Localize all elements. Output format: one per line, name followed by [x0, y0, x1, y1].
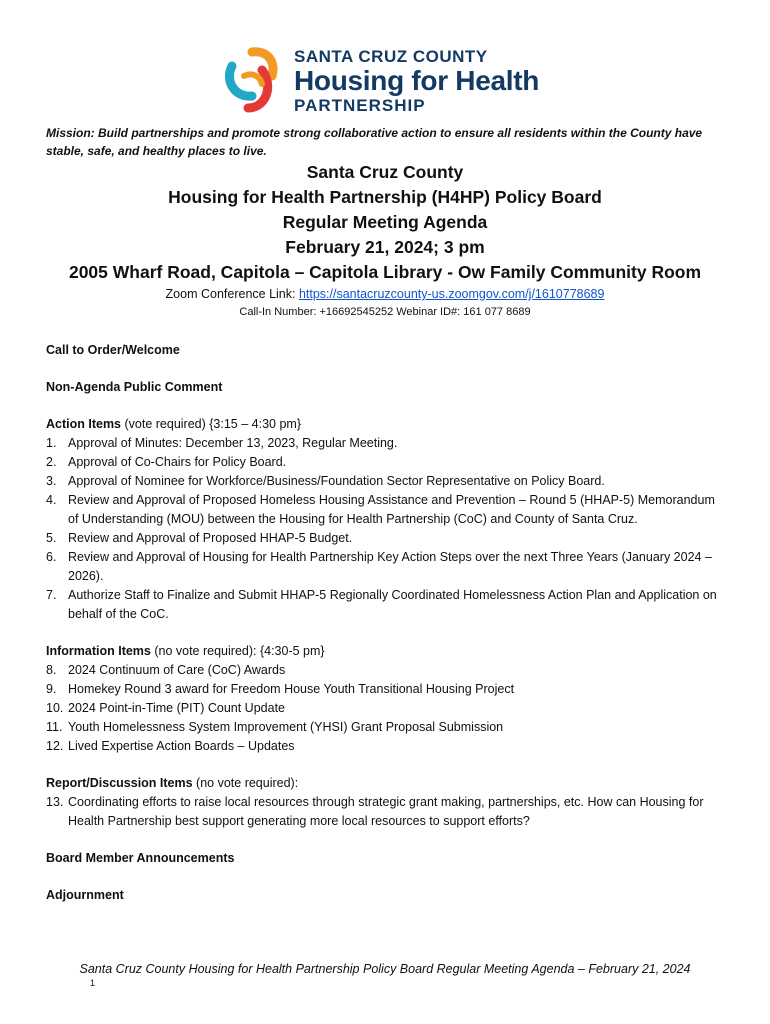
zoom-label: Zoom Conference Link:	[165, 287, 299, 301]
h4hp-logo-mark-icon	[222, 46, 286, 114]
list-item: 12. Lived Expertise Action Boards – Updates	[46, 739, 295, 753]
report-items-note: (no vote required):	[192, 776, 299, 790]
list-item: 7. Authorize Staff to Finalize and Submit HHAP-5 Regionally Coordinated Homelessness Action Plan and Application on behalf of the CoC.	[46, 588, 717, 621]
call-in-info: Call-In Number: +16692545252 Webinar ID#: 161 077 8689	[239, 306, 531, 318]
list-item: 10. 2024 Point-in-Time (PIT) Count Update	[46, 701, 285, 715]
adjournment-heading: Adjournment	[46, 888, 124, 902]
list-item: 11. Youth Homelessness System Improvement (YHSI) Grant Proposal Submission	[46, 720, 504, 734]
call-to-order-heading: Call to Order/Welcome	[46, 343, 180, 357]
information-items-label: Information Items	[46, 644, 151, 658]
action-items-note: (vote required) {3:15 – 4:30 pm}	[121, 417, 301, 431]
logo-line-partnership: PARTNERSHIP	[294, 96, 426, 115]
h4hp-logo	[222, 44, 562, 116]
agenda-body	[46, 341, 726, 905]
zoom-link[interactable]: https://santacruzcounty-us.zoomgov.com/j/1610778689	[298, 287, 605, 301]
list-item: 13. Coordinating efforts to raise local resources through strategic grant making, partnerships, etc. How can Housing for Health Partnership best support generating more local resources to support efforts?	[46, 795, 704, 828]
list-item: 1. Approval of Minutes: December 13, 2023, Regular Meeting.	[46, 436, 398, 450]
information-items-list	[46, 661, 726, 756]
list-item: 2. Approval of Co-Chairs for Policy Board.	[46, 455, 287, 469]
mission-statement	[46, 124, 726, 160]
report-items-list	[46, 793, 726, 831]
title-line-5: 2005 Wharf Road, Capitola – Capitola Library - Ow Family Community Room	[68, 262, 702, 282]
mission-text: : Build partnerships and promote strong collaborative action to ensure all residents within the County have stable, safe, and healthy places to live.	[46, 126, 703, 158]
zoom-info	[0, 286, 770, 303]
action-items-label: Action Items	[46, 417, 122, 431]
page-footer: Santa Cruz County Housing for Health Partnership Policy Board Regular Meeting Agenda – February 21, 2024	[79, 962, 691, 976]
logo-line-housing: Housing for Health	[294, 65, 540, 96]
action-items-list	[46, 434, 726, 624]
information-items-note: (no vote required): {4:30-5 pm}	[150, 644, 325, 658]
list-item: 8. 2024 Continuum of Care (CoC) Awards	[46, 663, 286, 677]
list-item: 9. Homekey Round 3 award for Freedom House Youth Transitional Housing Project	[46, 682, 515, 696]
list-item: 4. Review and Approval of Proposed Homeless Housing Assistance and Prevention – Round 5 (HHAP-5) Memorandum of Understanding (MOU) between the Housing for Health Partnership (CoC) and County of Santa Cruz.	[46, 493, 715, 526]
action-items-heading	[46, 415, 726, 434]
announcements-heading: Board Member Announcements	[46, 851, 235, 865]
title-line-3: Regular Meeting Agenda	[282, 212, 488, 232]
public-comment-heading: Non-Agenda Public Comment	[46, 380, 223, 394]
logo-line-county: SANTA CRUZ COUNTY	[294, 47, 488, 66]
information-items-heading	[46, 642, 726, 661]
list-item: 6. Review and Approval of Housing for Health Partnership Key Action Steps over the next Three Years (January 2024 – 2026).	[46, 550, 712, 583]
page-number: 1	[90, 978, 96, 988]
agenda-title	[0, 160, 770, 285]
mission-label: Mission	[46, 126, 91, 140]
title-line-2: Housing for Health Partnership (H4HP) Policy Board	[168, 187, 602, 207]
list-item: 3. Approval of Nominee for Workforce/Business/Foundation Sector Representative on Policy Board.	[46, 474, 605, 488]
report-items-label: Report/Discussion Items	[46, 776, 193, 790]
title-line-4: February 21, 2024; 3 pm	[285, 237, 485, 257]
list-item: 5. Review and Approval of Proposed HHAP-5 Budget.	[46, 531, 353, 545]
title-line-1: Santa Cruz County	[306, 162, 464, 182]
report-items-heading	[46, 774, 726, 793]
